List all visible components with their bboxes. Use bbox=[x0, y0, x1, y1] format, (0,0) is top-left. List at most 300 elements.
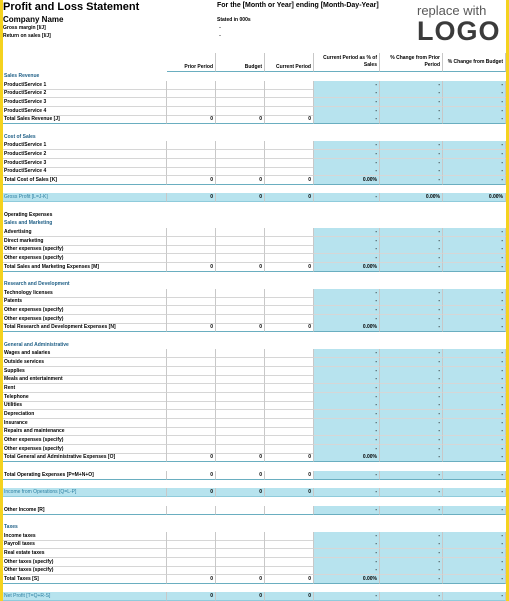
row-label: Product/Service 2 bbox=[3, 89, 167, 98]
value-cell[interactable] bbox=[216, 367, 265, 376]
calc-cell: - bbox=[314, 115, 380, 124]
row-label: Rent bbox=[3, 384, 167, 393]
row-label: Other expenses (specify) bbox=[3, 254, 167, 263]
calc-cell: - bbox=[443, 141, 506, 150]
calc-cell: - bbox=[380, 263, 443, 272]
value-cell[interactable] bbox=[167, 245, 216, 254]
section-label: Taxes bbox=[4, 523, 18, 530]
column-header: % Change from Budget bbox=[443, 53, 506, 72]
value-cell[interactable] bbox=[167, 558, 216, 567]
calc-cell: - bbox=[443, 306, 506, 315]
value-cell[interactable] bbox=[216, 445, 265, 454]
calc-cell: - bbox=[314, 549, 380, 558]
section-heading bbox=[3, 280, 506, 289]
value-cell bbox=[216, 506, 265, 515]
value-cell[interactable] bbox=[216, 159, 265, 168]
row-label: Insurance bbox=[3, 419, 167, 428]
calc-cell: - bbox=[314, 254, 380, 263]
calc-cell: - bbox=[443, 566, 506, 575]
calc-cell: - bbox=[314, 167, 380, 176]
calc-cell: - bbox=[443, 237, 506, 246]
return-on-sales-value: - bbox=[219, 33, 221, 39]
line-item-row bbox=[3, 167, 506, 176]
line-item-row bbox=[3, 315, 506, 324]
value-cell[interactable] bbox=[265, 358, 314, 367]
calc-cell: - bbox=[314, 159, 380, 168]
value-cell[interactable] bbox=[265, 445, 314, 454]
line-item-row bbox=[3, 410, 506, 419]
reporting-period[interactable]: For the [Month or Year] ending [Month-Day-Year] bbox=[217, 2, 379, 9]
value-cell[interactable] bbox=[265, 237, 314, 246]
line-item-row bbox=[3, 289, 506, 298]
value-cell: 0 bbox=[265, 592, 314, 601]
value-cell[interactable] bbox=[216, 393, 265, 402]
value-cell[interactable] bbox=[216, 107, 265, 116]
line-item-row bbox=[3, 297, 506, 306]
calc-cell: - bbox=[380, 453, 443, 462]
calc-cell: - bbox=[380, 245, 443, 254]
calc-cell: - bbox=[380, 427, 443, 436]
row-label: Other expenses (specify) bbox=[3, 436, 167, 445]
calc-cell: - bbox=[380, 141, 443, 150]
calc-cell: - bbox=[314, 532, 380, 541]
total-row bbox=[3, 176, 506, 185]
value-cell: 0 bbox=[265, 453, 314, 462]
line-item-row bbox=[3, 81, 506, 90]
value-cell[interactable] bbox=[265, 150, 314, 159]
value-cell: 0 bbox=[167, 471, 216, 480]
row-label: Income taxes bbox=[3, 532, 167, 541]
calc-cell: - bbox=[443, 558, 506, 567]
value-cell[interactable] bbox=[167, 289, 216, 298]
value-cell: 0 bbox=[265, 471, 314, 480]
calc-cell: - bbox=[314, 401, 380, 410]
row-label: Other expenses (specify) bbox=[3, 306, 167, 315]
line-item-row bbox=[3, 558, 506, 567]
value-cell[interactable] bbox=[216, 81, 265, 90]
value-cell[interactable] bbox=[216, 228, 265, 237]
line-item-row bbox=[3, 401, 506, 410]
calc-cell: 0.00% bbox=[314, 263, 380, 272]
value-cell[interactable] bbox=[167, 254, 216, 263]
calc-cell: - bbox=[380, 367, 443, 376]
calc-cell: - bbox=[380, 540, 443, 549]
value-cell[interactable] bbox=[265, 401, 314, 410]
calc-cell: - bbox=[443, 289, 506, 298]
return-on-sales-label: Return on sales [I/J] bbox=[3, 33, 51, 39]
row-label: Gross Profit [L=J-K] bbox=[3, 193, 167, 202]
row-label: Wages and salaries bbox=[3, 349, 167, 358]
row-label: Product/Service 1 bbox=[3, 81, 167, 90]
column-header: Prior Period bbox=[167, 53, 216, 72]
value-cell: 0 bbox=[216, 488, 265, 497]
value-cell[interactable] bbox=[265, 254, 314, 263]
calc-cell: - bbox=[443, 297, 506, 306]
calc-cell: - bbox=[443, 488, 506, 497]
value-cell[interactable] bbox=[265, 98, 314, 107]
row-label: Technology licenses bbox=[3, 289, 167, 298]
calc-cell: - bbox=[443, 176, 506, 185]
calc-cell: - bbox=[380, 98, 443, 107]
row-label: Patents bbox=[3, 297, 167, 306]
logo-placeholder-line1: replace with bbox=[417, 3, 487, 18]
value-cell[interactable] bbox=[216, 401, 265, 410]
value-cell[interactable] bbox=[216, 540, 265, 549]
row-label: Product/Service 3 bbox=[3, 159, 167, 168]
calc-cell: - bbox=[314, 245, 380, 254]
total-row bbox=[3, 263, 506, 272]
value-cell[interactable] bbox=[167, 532, 216, 541]
value-cell[interactable] bbox=[265, 540, 314, 549]
calc-cell: 0.00% bbox=[314, 575, 380, 584]
row-label: Net Profit [T=Q+R-S] bbox=[3, 592, 167, 601]
spacer-row bbox=[3, 584, 506, 593]
row-label: Other expenses (specify) bbox=[3, 445, 167, 454]
value-cell: 0 bbox=[265, 575, 314, 584]
line-item-row bbox=[3, 436, 506, 445]
statement-title: Profit and Loss Statement bbox=[3, 1, 140, 13]
calc-cell: - bbox=[380, 410, 443, 419]
value-cell[interactable] bbox=[216, 297, 265, 306]
value-cell[interactable] bbox=[167, 297, 216, 306]
value-cell[interactable] bbox=[265, 107, 314, 116]
calc-cell: - bbox=[314, 540, 380, 549]
value-cell[interactable] bbox=[216, 532, 265, 541]
line-item-row bbox=[3, 228, 506, 237]
calc-cell: 0.00% bbox=[443, 193, 506, 202]
calc-cell: - bbox=[380, 471, 443, 480]
calc-cell: - bbox=[380, 401, 443, 410]
column-header: Budget bbox=[216, 53, 265, 72]
value-cell[interactable] bbox=[216, 98, 265, 107]
spacer-row bbox=[3, 185, 506, 194]
company-name[interactable]: Company Name bbox=[3, 15, 64, 24]
row-label: Product/Service 2 bbox=[3, 150, 167, 159]
calc-cell: - bbox=[443, 419, 506, 428]
calc-cell: - bbox=[443, 323, 506, 332]
calc-cell: - bbox=[380, 358, 443, 367]
calc-cell: - bbox=[380, 237, 443, 246]
section-label: Sales Revenue bbox=[4, 73, 40, 79]
calc-cell: - bbox=[443, 349, 506, 358]
value-cell[interactable] bbox=[167, 410, 216, 419]
calc-cell: - bbox=[314, 566, 380, 575]
value-cell[interactable] bbox=[265, 141, 314, 150]
section-heading bbox=[3, 341, 506, 350]
spacer-row bbox=[3, 271, 506, 280]
calc-cell: - bbox=[314, 107, 380, 116]
value-cell: 0 bbox=[265, 176, 314, 185]
value-cell: 0 bbox=[167, 193, 216, 202]
value-cell[interactable] bbox=[216, 410, 265, 419]
calc-cell: - bbox=[443, 167, 506, 176]
value-cell[interactable] bbox=[265, 558, 314, 567]
value-cell[interactable] bbox=[265, 393, 314, 402]
total-row bbox=[3, 323, 506, 332]
row-label: Total Sales and Marketing Expenses [M] bbox=[3, 263, 167, 272]
calc-cell: - bbox=[443, 89, 506, 98]
value-cell: 0 bbox=[167, 323, 216, 332]
line-item-row bbox=[3, 549, 506, 558]
row-label: Repairs and maintenance bbox=[3, 427, 167, 436]
row-label: Direct marketing bbox=[3, 237, 167, 246]
value-cell[interactable] bbox=[216, 558, 265, 567]
calc-cell: 0.00% bbox=[314, 176, 380, 185]
value-cell[interactable] bbox=[265, 410, 314, 419]
calc-cell: - bbox=[380, 558, 443, 567]
column-header: % Change from Prior Period bbox=[380, 53, 443, 72]
value-cell[interactable] bbox=[167, 375, 216, 384]
value-cell[interactable] bbox=[265, 367, 314, 376]
value-cell[interactable] bbox=[265, 297, 314, 306]
value-cell[interactable] bbox=[167, 419, 216, 428]
value-cell[interactable] bbox=[216, 306, 265, 315]
row-label: Payroll taxes bbox=[3, 540, 167, 549]
calc-cell: - bbox=[443, 592, 506, 601]
row-label: Other taxes (specify) bbox=[3, 566, 167, 575]
line-item-row bbox=[3, 532, 506, 541]
value-cell[interactable] bbox=[167, 427, 216, 436]
row-label: Total Operating Expenses [P=M+N+O] bbox=[3, 471, 167, 480]
line-item-row bbox=[3, 427, 506, 436]
line-item-row bbox=[3, 384, 506, 393]
value-cell[interactable] bbox=[167, 150, 216, 159]
value-cell[interactable] bbox=[216, 375, 265, 384]
calc-cell: - bbox=[380, 81, 443, 90]
row-label: Depreciation bbox=[3, 410, 167, 419]
calc-cell: - bbox=[314, 81, 380, 90]
value-cell[interactable] bbox=[167, 98, 216, 107]
value-cell[interactable] bbox=[216, 427, 265, 436]
calc-cell: - bbox=[443, 367, 506, 376]
value-cell[interactable] bbox=[265, 306, 314, 315]
calc-cell: - bbox=[314, 228, 380, 237]
line-item-row bbox=[3, 245, 506, 254]
value-cell[interactable] bbox=[265, 81, 314, 90]
calc-cell: - bbox=[443, 263, 506, 272]
value-cell[interactable] bbox=[167, 566, 216, 575]
line-item-row bbox=[3, 107, 506, 116]
calc-cell: - bbox=[443, 81, 506, 90]
value-cell[interactable] bbox=[167, 159, 216, 168]
line-item-row bbox=[3, 566, 506, 575]
value-cell[interactable] bbox=[167, 89, 216, 98]
value-cell[interactable] bbox=[216, 167, 265, 176]
row-label: Meals and entertainment bbox=[3, 375, 167, 384]
line-item-row bbox=[3, 98, 506, 107]
calc-cell: - bbox=[314, 367, 380, 376]
calc-cell: - bbox=[380, 419, 443, 428]
value-cell[interactable] bbox=[167, 349, 216, 358]
value-cell: 0 bbox=[216, 453, 265, 462]
calc-cell: - bbox=[380, 150, 443, 159]
line-item-row bbox=[3, 254, 506, 263]
value-cell[interactable] bbox=[265, 245, 314, 254]
value-cell[interactable] bbox=[265, 384, 314, 393]
value-cell[interactable] bbox=[216, 237, 265, 246]
section-heading bbox=[3, 133, 506, 142]
total-row bbox=[3, 115, 506, 124]
value-cell[interactable] bbox=[265, 532, 314, 541]
value-cell bbox=[265, 506, 314, 515]
line-item-row bbox=[3, 367, 506, 376]
calc-cell: - bbox=[443, 150, 506, 159]
value-cell[interactable] bbox=[265, 315, 314, 324]
value-cell[interactable] bbox=[216, 358, 265, 367]
calc-cell: - bbox=[380, 289, 443, 298]
calc-cell: - bbox=[443, 532, 506, 541]
value-cell[interactable] bbox=[216, 89, 265, 98]
calc-cell: - bbox=[314, 89, 380, 98]
value-cell[interactable] bbox=[265, 167, 314, 176]
row-label: Income from Operations [Q=L-P] bbox=[3, 488, 167, 497]
value-cell[interactable] bbox=[167, 393, 216, 402]
value-cell: 0 bbox=[265, 115, 314, 124]
value-cell[interactable] bbox=[216, 436, 265, 445]
calc-cell: - bbox=[314, 427, 380, 436]
row-label: Other taxes (specify) bbox=[3, 558, 167, 567]
calc-cell: 0.00% bbox=[314, 323, 380, 332]
value-cell[interactable] bbox=[265, 375, 314, 384]
calc-cell: - bbox=[314, 315, 380, 324]
spacer-row bbox=[3, 479, 506, 488]
value-cell[interactable] bbox=[265, 89, 314, 98]
value-cell: 0 bbox=[167, 176, 216, 185]
calc-cell: - bbox=[443, 358, 506, 367]
value-cell[interactable] bbox=[167, 549, 216, 558]
calc-cell: - bbox=[314, 445, 380, 454]
calc-cell: - bbox=[443, 393, 506, 402]
value-cell[interactable] bbox=[216, 315, 265, 324]
calc-cell: - bbox=[380, 297, 443, 306]
value-cell: 0 bbox=[265, 323, 314, 332]
total-row bbox=[3, 575, 506, 584]
value-cell[interactable] bbox=[167, 107, 216, 116]
value-cell: 0 bbox=[265, 193, 314, 202]
value-cell[interactable] bbox=[216, 245, 265, 254]
value-cell[interactable] bbox=[167, 81, 216, 90]
value-cell[interactable] bbox=[216, 384, 265, 393]
value-cell[interactable] bbox=[265, 436, 314, 445]
row-label: Other expenses (specify) bbox=[3, 245, 167, 254]
value-cell: 0 bbox=[216, 263, 265, 272]
value-cell[interactable] bbox=[216, 289, 265, 298]
value-cell[interactable] bbox=[265, 566, 314, 575]
calc-cell: - bbox=[443, 471, 506, 480]
value-cell[interactable] bbox=[265, 159, 314, 168]
value-cell[interactable] bbox=[216, 150, 265, 159]
value-cell[interactable] bbox=[216, 419, 265, 428]
value-cell: 0 bbox=[216, 193, 265, 202]
row-label: Total Cost of Sales [K] bbox=[3, 176, 167, 185]
calc-cell: - bbox=[314, 410, 380, 419]
value-cell: 0 bbox=[167, 453, 216, 462]
section-label: Research and Development bbox=[4, 281, 70, 288]
value-cell[interactable] bbox=[167, 167, 216, 176]
calc-cell: - bbox=[443, 159, 506, 168]
calc-cell: - bbox=[443, 575, 506, 584]
value-cell[interactable] bbox=[216, 566, 265, 575]
line-item-row bbox=[3, 445, 506, 454]
calc-cell: - bbox=[380, 592, 443, 601]
calc-cell: - bbox=[314, 289, 380, 298]
calc-cell: - bbox=[443, 315, 506, 324]
value-cell[interactable] bbox=[265, 419, 314, 428]
value-cell[interactable] bbox=[167, 306, 216, 315]
value-cell[interactable] bbox=[216, 549, 265, 558]
value-cell: 0 bbox=[216, 176, 265, 185]
value-cell[interactable] bbox=[167, 141, 216, 150]
value-cell: 0 bbox=[167, 488, 216, 497]
value-cell[interactable] bbox=[167, 436, 216, 445]
line-item-row bbox=[3, 306, 506, 315]
value-cell[interactable] bbox=[216, 254, 265, 263]
calc-cell: - bbox=[314, 375, 380, 384]
line-item-row bbox=[3, 375, 506, 384]
value-cell: 0 bbox=[167, 115, 216, 124]
calc-cell: - bbox=[314, 297, 380, 306]
value-cell[interactable] bbox=[265, 289, 314, 298]
calc-cell: 0.00% bbox=[380, 193, 443, 202]
value-cell[interactable] bbox=[167, 367, 216, 376]
row-label: Other Income [R] bbox=[3, 506, 167, 515]
gross-margin-label: Gross margin [I/J] bbox=[3, 25, 46, 31]
value-cell[interactable] bbox=[265, 549, 314, 558]
calc-cell: - bbox=[314, 488, 380, 497]
value-cell[interactable] bbox=[167, 445, 216, 454]
value-cell[interactable] bbox=[167, 540, 216, 549]
line-item-row bbox=[3, 141, 506, 150]
calc-cell: - bbox=[380, 488, 443, 497]
value-cell[interactable] bbox=[167, 384, 216, 393]
value-cell[interactable] bbox=[167, 401, 216, 410]
calc-cell: - bbox=[380, 315, 443, 324]
value-cell[interactable] bbox=[167, 228, 216, 237]
calc-cell: - bbox=[443, 401, 506, 410]
calc-cell: - bbox=[443, 453, 506, 462]
value-cell[interactable] bbox=[167, 315, 216, 324]
calc-cell: - bbox=[314, 419, 380, 428]
calc-cell: - bbox=[314, 193, 380, 202]
calc-cell: - bbox=[380, 176, 443, 185]
value-cell bbox=[167, 506, 216, 515]
value-cell: 0 bbox=[216, 575, 265, 584]
value-cell[interactable] bbox=[167, 237, 216, 246]
spacer-row bbox=[3, 514, 506, 523]
value-cell[interactable] bbox=[265, 427, 314, 436]
value-cell[interactable] bbox=[265, 228, 314, 237]
calc-cell: - bbox=[443, 245, 506, 254]
spreadsheet bbox=[3, 0, 506, 600]
row-label: Total Sales Revenue [J] bbox=[3, 115, 167, 124]
value-cell: 0 bbox=[167, 263, 216, 272]
line-item-row bbox=[3, 150, 506, 159]
calc-cell: - bbox=[314, 358, 380, 367]
calc-cell: - bbox=[380, 393, 443, 402]
spacer-row bbox=[3, 497, 506, 506]
calc-cell: - bbox=[314, 237, 380, 246]
section-label: Sales and Marketing bbox=[4, 220, 53, 227]
value-cell[interactable] bbox=[167, 358, 216, 367]
row-label: Product/Service 4 bbox=[3, 167, 167, 176]
row-label: Total Research and Development Expenses [N] bbox=[3, 323, 167, 332]
value-cell[interactable] bbox=[216, 349, 265, 358]
logo-placeholder-text: LOGO bbox=[417, 16, 501, 46]
calc-cell: - bbox=[380, 445, 443, 454]
row-label: Product/Service 1 bbox=[3, 141, 167, 150]
value-cell[interactable] bbox=[265, 349, 314, 358]
value-cell[interactable] bbox=[216, 141, 265, 150]
